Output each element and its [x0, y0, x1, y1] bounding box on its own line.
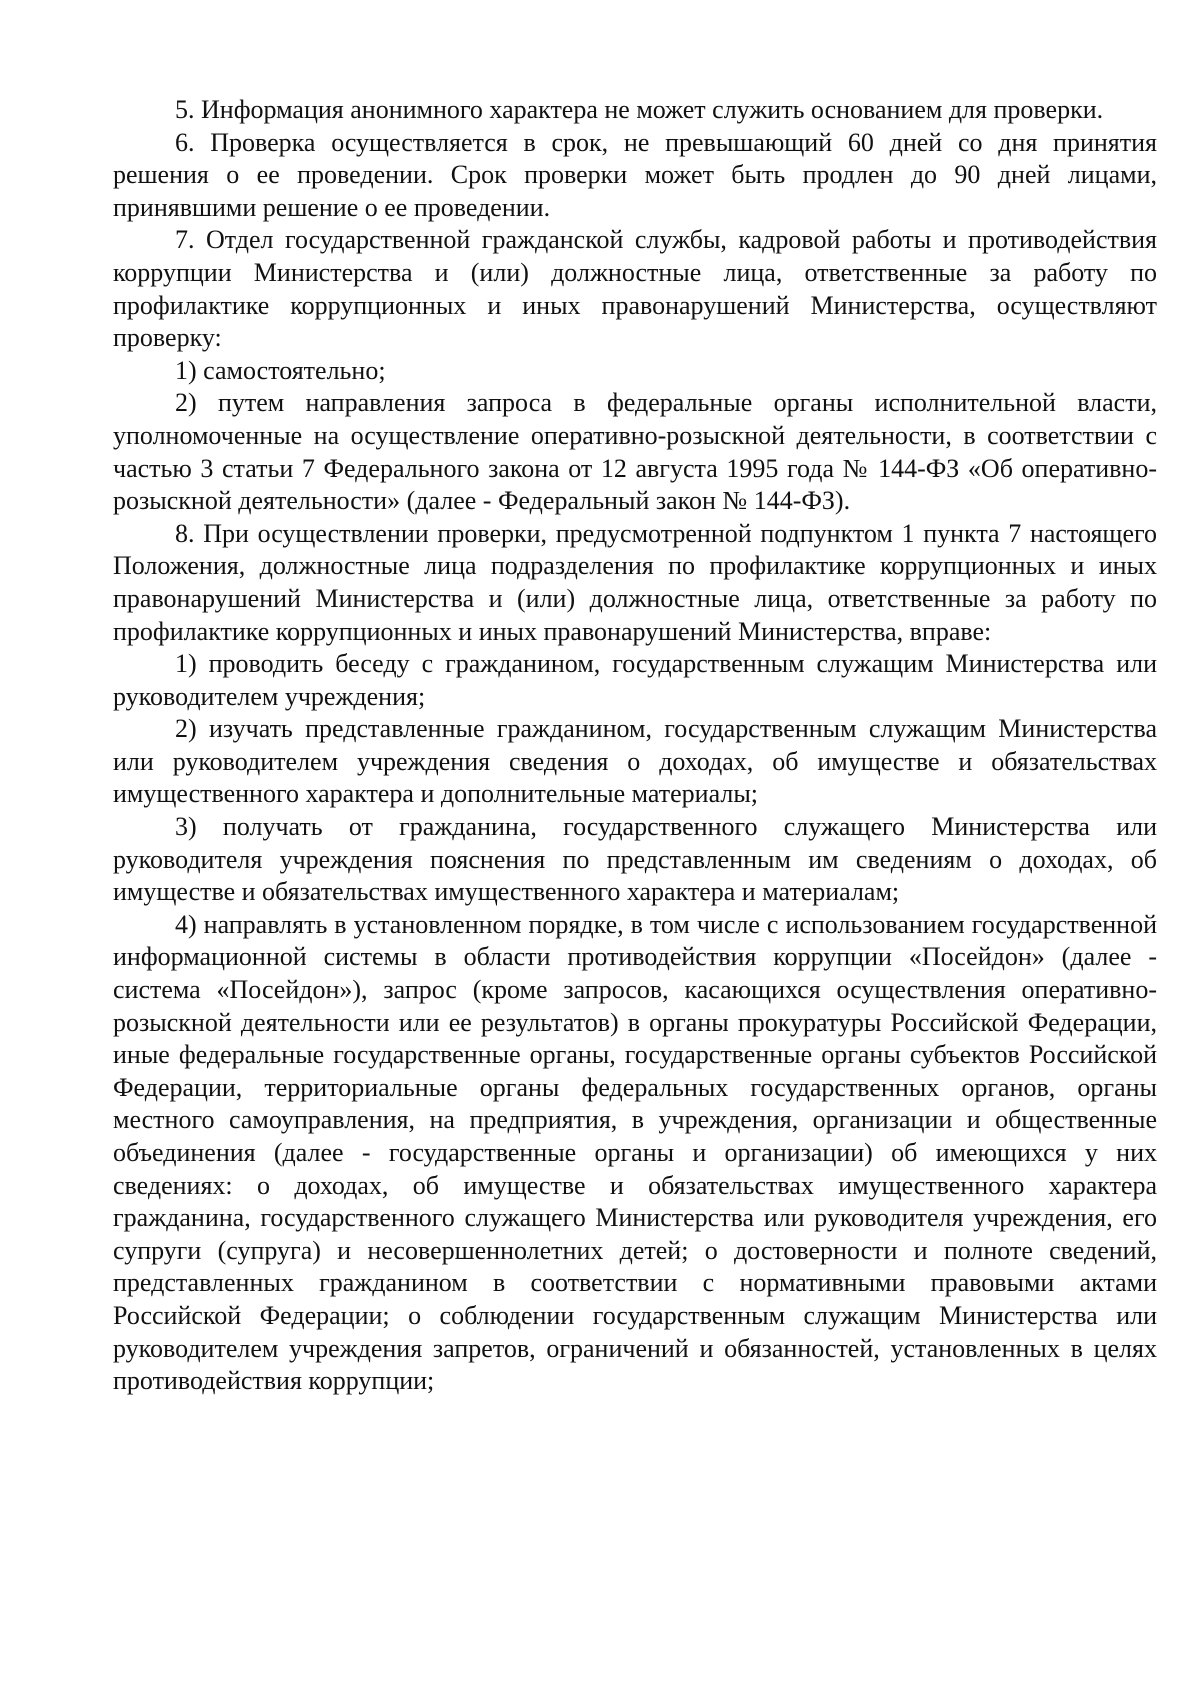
paragraph-8-item-1: 1) проводить беседу с гражданином, государственным служащим Министерства или руководителем учреждения; [113, 649, 1157, 711]
paragraph-7-item-2: 2) путем направления запроса в федеральные органы исполнительной власти, уполномоченные на осуществление оперативно-розыскной деятельности, в соответствии с частью 3 статьи 7 Федерального закона от 12 августа 1995 года № 144-ФЗ «Об оперативно-розыскной деятельности» (далее - Федеральный закон № 144-ФЗ). [113, 388, 1157, 516]
paragraph-6-check-period: 6. Проверка осуществляется в срок, не превышающий 60 дней со дня принятия решения о ее проведении. Срок проверки может быть продлен до 90 дней лицами, принявшими решение о ее проведении. [113, 127, 1157, 222]
paragraph-8-item-3: 3) получать от гражданина, государственного служащего Министерства или руководителя учреждения пояснения по представленным им сведениям о доходах, об имуществе и обязательствах имущественного характера и материалам; [113, 812, 1157, 907]
paragraph-8-rights: 8. При осуществлении проверки, предусмотренной подпунктом 1 пункта 7 настоящего Положения, должностные лица подразделения по профилактике коррупционных и иных правонарушений Министерства и (или) должностные лица, ответственные за работу по профилактике коррупционных и иных правонарушений Министерства, вправе: [113, 518, 1157, 646]
paragraph-8-item-4: 4) направлять в установленном порядке, в том числе с использованием государственной информационной системы в области противодействия коррупции «Посейдон» (далее - система «Посейдон»), запрос (кроме запросов, касающихся осуществления оперативно-розыскной деятельности или ее результатов) в органы прокуратуры Российской Федерации, иные федеральные государственные органы, государственные органы субъектов Российской Федерации, территориальные органы федеральных государственных органов, органы местного самоуправления, на предприятия, в учреждения, организации и общественные объединения (далее - государственные органы и организации) об имеющихся у них сведениях: о доходах, об имуществе и обязательствах имущественного характера гражданина, государственного служащего Министерства или руководителя учреждения, его супруги (супруга) и несовершеннолетних детей; о достоверности и полноте сведений, представленных гражданином в соответствии с нормативными правовыми актами Российской Федерации; о соблюдении государственным служащим Министерства или руководителем учреждения запретов, ограничений и обязанностей, установленных в целях противодействия коррупции; [113, 909, 1157, 1396]
paragraph-7-item-1: 1) самостоятельно; [175, 355, 386, 385]
paragraph-7-who-checks: 7. Отдел государственной гражданской службы, кадровой работы и противодействия коррупции Министерства и (или) должностные лица, ответственные за работу по профилактике коррупционных и иных правонарушений Министерства, осуществляют проверку: [113, 225, 1157, 353]
paragraph-8-item-2: 2) изучать представленные гражданином, государственным служащим Министерства или руководителем учреждения сведения о доходах, об имуществе и обязательствах имущественного характера и дополнительные материалы; [113, 714, 1157, 809]
paragraph-5-anonymous-info: 5. Информация анонимного характера не может служить основанием для проверки. [175, 95, 1104, 124]
